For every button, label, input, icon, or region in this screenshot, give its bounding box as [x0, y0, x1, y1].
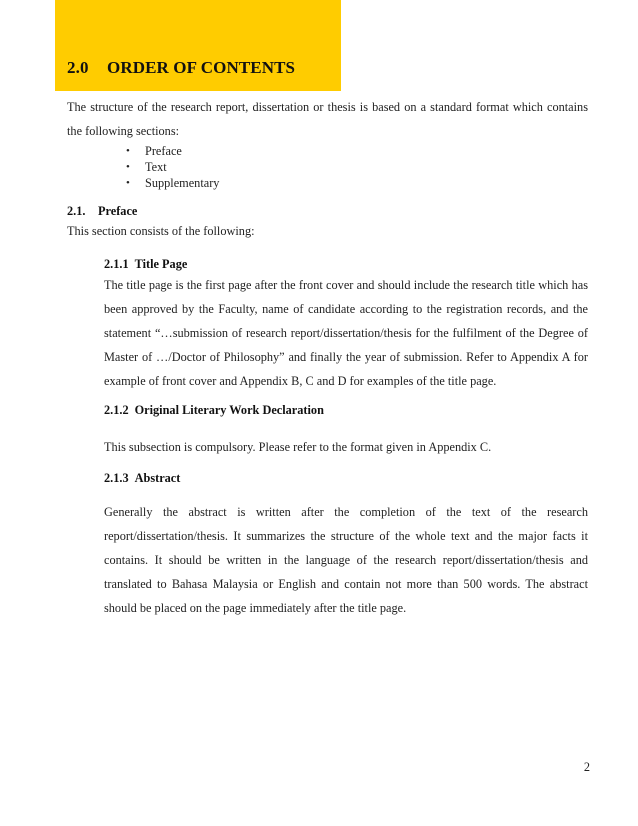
subsection-heading-title-page [104, 256, 187, 272]
subsection-title: Title Page [134, 257, 188, 271]
abstract-paragraph: Generally the abstract is written after the completion of the text of the research report/dissertation/thesis. It summarizes the structure of the whole text and the major facts it contains. It should be written in the language of the research report/dissertation/thesis and translated to Bahasa Malaysia or English and contain not more than 500 words. The abstract should be placed on the page immediately after the title page. [104, 505, 588, 615]
intro-paragraph: The structure of the research report, dissertation or thesis is based on a standard format which contains the following sections: [67, 100, 588, 138]
chapter-number: 2.0 [67, 58, 89, 77]
section-title: Preface [98, 204, 138, 218]
chapter-title-text: ORDER OF CONTENTS [107, 58, 296, 77]
list-item-label: Text [145, 160, 167, 174]
section-number: 2.1. [67, 204, 86, 218]
bullet-icon: • [126, 145, 130, 157]
subsection-title: Original Literary Work Declaration [134, 403, 324, 417]
title-page-paragraph: The title page is the first page after the front cover and should include the research title which has been approved by the Faculty, name of candidate according to the registration records, and the statement “…submission of research report/dissertation/thesis for the fulfilment of the Degree of Master of …/Doctor of Philosophy” and finally the year of submission. Refer to Appendix A for example of front cover and Appendix B, C and D for examples of the title page. [104, 278, 588, 388]
list-item-label: Preface [145, 144, 182, 158]
subsection-number: 2.1.3 [104, 471, 129, 485]
list-item [124, 143, 219, 159]
section-heading-preface [67, 203, 137, 219]
list-item [124, 175, 219, 191]
list-item [124, 159, 219, 175]
subsection-title: Abstract [134, 471, 181, 485]
bullet-icon: • [126, 161, 130, 173]
subsection-number: 2.1.1 [104, 257, 129, 271]
bullet-icon: • [126, 177, 130, 189]
section-intro: This section consists of the following: [67, 224, 255, 238]
chapter-title [67, 58, 295, 78]
subsection-heading-declaration [104, 402, 324, 418]
sections-bullet-list [124, 143, 219, 191]
page-number: 2 [583, 760, 590, 774]
subsection-number: 2.1.2 [104, 403, 129, 417]
declaration-paragraph: This subsection is compulsory. Please refer to the format given in Appendix C. [104, 440, 492, 454]
list-item-label: Supplementary [145, 176, 220, 190]
subsection-heading-abstract [104, 470, 180, 486]
